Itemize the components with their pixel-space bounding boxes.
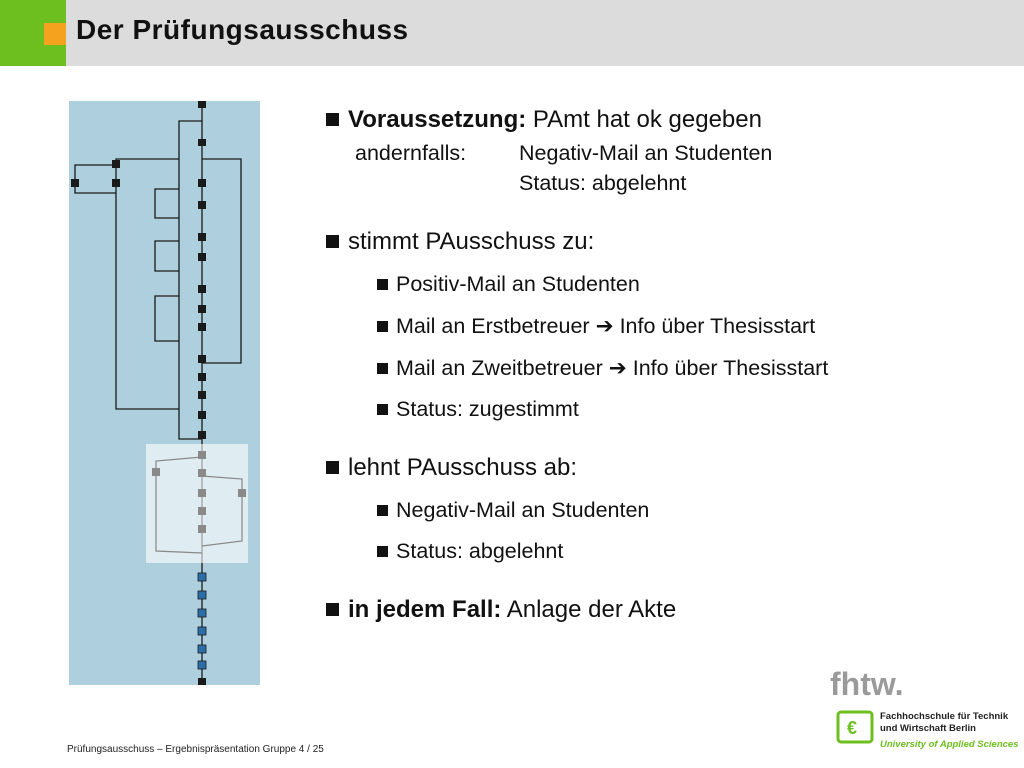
jedem-fall-text: Anlage der Akte — [506, 596, 677, 623]
fhtw-wordmark — [830, 670, 942, 700]
footer-text: Prüfungsausschuss – Ergebnispräsentation Gruppe 4 / 25 — [67, 744, 324, 755]
andernfalls-line1: Negativ-Mail an Studenten — [519, 141, 773, 165]
bullet-square-icon — [377, 505, 388, 516]
bullet-square-icon — [377, 321, 388, 332]
bullet-ablehnung — [326, 454, 577, 482]
bullet-zustimmung — [326, 228, 594, 256]
bullet-square-icon — [377, 363, 388, 374]
bullet-square-icon — [326, 603, 339, 616]
voraussetzung-label: Voraussetzung: — [348, 106, 527, 133]
zustimmung-item: Mail an Erstbetreuer ➔ Info über Thesisstart — [377, 314, 815, 339]
bullet-square-icon — [377, 546, 388, 557]
logo-line1: Fachhochschule für Technik — [880, 711, 1009, 722]
bullet-square-icon — [326, 235, 339, 248]
bullet-square-icon — [326, 461, 339, 474]
bullet-square-icon — [377, 279, 388, 290]
andernfalls-label: andernfalls: — [355, 141, 467, 165]
jedem-fall-label: in jedem Fall: — [348, 596, 502, 623]
zustimmung-item: Mail an Zweitbetreuer ➔ Info über Thesisstart — [377, 356, 828, 381]
page-title: Der Prüfungsausschuss — [76, 14, 409, 45]
workflow-diagram-svg — [69, 101, 260, 685]
header-orange-square — [44, 23, 66, 45]
arrow-right-icon: ➔ — [608, 356, 627, 380]
zustimmung-item: Positiv-Mail an Studenten — [377, 272, 640, 297]
logo-line2: und Wirtschaft Berlin — [880, 723, 976, 734]
bullet-jedem-fall — [326, 596, 676, 624]
ablehnung-item: Negativ-Mail an Studenten — [377, 498, 649, 523]
bullet-square-icon — [377, 404, 388, 415]
arrow-right-icon: ➔ — [595, 314, 614, 338]
ablehnung-text: lehnt PAusschuss ab: — [348, 454, 578, 481]
logo-line3: University of Applied Sciences — [880, 739, 1019, 750]
andernfalls-line2: Status: abgelehnt — [519, 171, 687, 195]
svg-text:€: € — [847, 718, 858, 738]
ablehnung-item: Status: abgelehnt — [377, 539, 563, 564]
voraussetzung-text: PAmt hat ok gegeben — [532, 106, 762, 133]
bullet-voraussetzung — [326, 106, 762, 134]
zustimmung-text: stimmt PAusschuss zu: — [348, 228, 595, 255]
svg-text:fhtw.: fhtw. — [830, 670, 904, 700]
zustimmung-item: Status: zugestimmt — [377, 397, 579, 422]
workflow-diagram — [69, 101, 260, 685]
euro-logo-icon — [836, 710, 874, 746]
bullet-square-icon — [326, 113, 339, 126]
